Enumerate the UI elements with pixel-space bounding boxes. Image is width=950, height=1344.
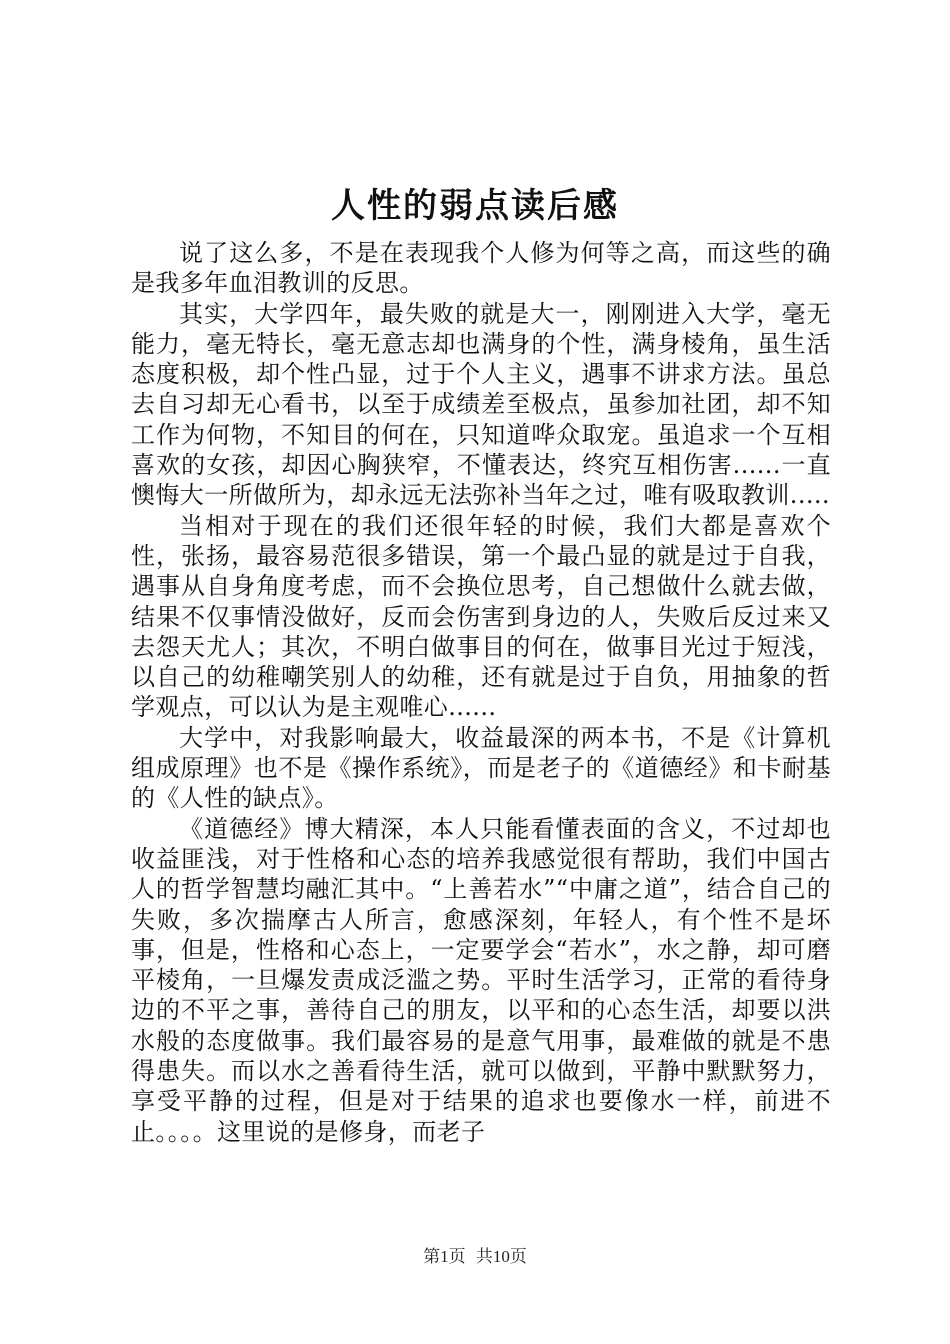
- paragraph: 说了这么多，不是在表现我个人修为何等之高，而这些的确是我多年血泪教训的反思。: [131, 239, 831, 298]
- document-title: 人性的弱点读后感: [331, 186, 619, 226]
- page-footer: [0, 1242, 950, 1267]
- paragraph: 其实，大学四年，最失败的就是大一，刚刚进入大学，毫无能力，毫无特长，毫无意志却也满身的个性，满身棱角，虽生活态度积极，却个性凸显，过于个人主义，遇事不讲求方法。虽总去自习却无心看书，以至于成绩差至极点，虽参加社团，却不知工作为何物，不知目的何在，只知道哗众取宠。虽追求一个互相喜欢的女孩，却因心胸狭窄，不懂表达，终究互相伤害......一直懊悔大一所做所为，却永远无法弥补当年之过，唯有吸取教训.....: [131, 299, 831, 510]
- page-total: 共10页: [475, 1247, 527, 1266]
- paragraph: 大学中，对我影响最大，收益最深的两本书，不是《计算机组成原理》也不是《操作系统》，而是老子的《道德经》和卡耐基的《人性的缺点》。: [131, 723, 831, 813]
- paragraph: 当相对于现在的我们还很年轻的时候，我们大都是喜欢个性，张扬，最容易范很多错误，第一个最凸显的就是过于自我，遇事从自身角度考虑，而不会换位思考，自己想做什么就去做，结果不仅事情没做好，反而会伤害到身边的人，失败后反过来又去怨天尤人；其次，不明白做事目的何在，做事目光过于短浅，以自己的幼稚嘲笑别人的幼稚，还有就是过于自负，用抽象的哲学观点，可以认为是主观唯心......: [131, 511, 831, 722]
- document-body: [131, 238, 831, 1147]
- paragraph: 《道德经》博大精深，本人只能看懂表面的含义，不过却也收益匪浅，对于性格和心态的培养我感觉很有帮助，我们中国古人的哲学智慧均融汇其中。“上善若水”“中庸之道”，结合自己的失败，多次揣摩古人所言，愈感深刻，年轻人，有个性不是坏事，但是，性格和心态上，一定要学会“若水”，水之静，却可磨平棱角，一旦爆发责成泛滥之势。平时生活学习，正常的看待身边的不平之事，善待自己的朋友，以平和的心态生活，却要以洪水般的态度做事。我们最容易的是意气用事，最难做的就是不患得患失。而以水之善看待生活，就可以做到，平静中默默努力，享受平静的过程，但是对于结果的追求也要像水一样，前进不止。。。。这里说的是修身，而老子: [131, 814, 831, 1146]
- page-number: 第1页: [423, 1247, 466, 1266]
